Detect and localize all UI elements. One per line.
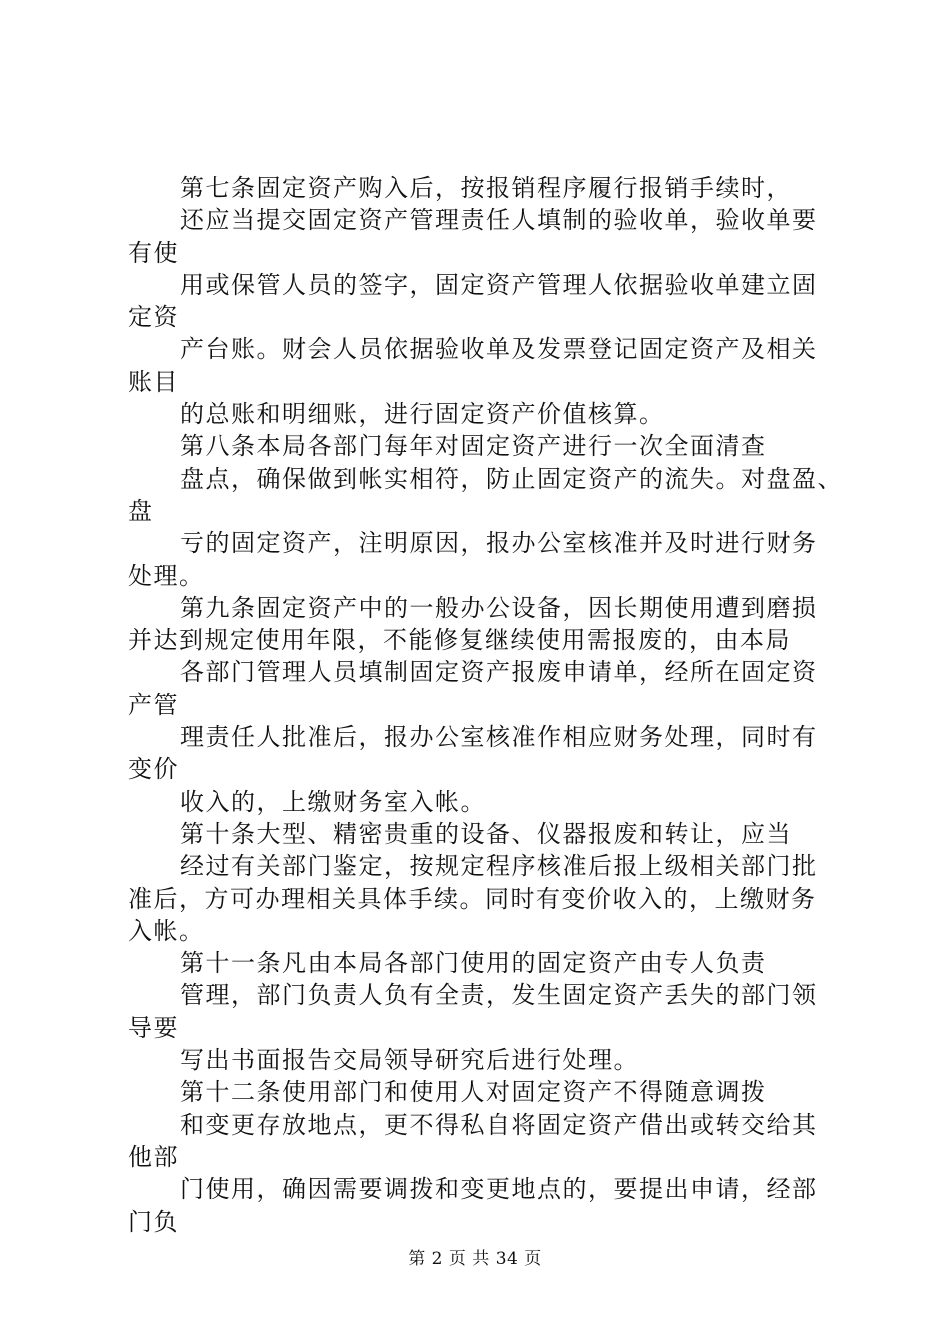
text-line: 和变更存放地点，更不得私自将固定资产借出或转交给其	[180, 1110, 818, 1139]
text-line: 盘	[128, 496, 154, 525]
text-line: 理责任人批准后，报办公室核准作相应财务处理，同时有	[180, 723, 818, 752]
text-line: 亏的固定资产，注明原因，报办公室核准并及时进行财务	[180, 529, 818, 558]
text-line: 变价	[128, 755, 179, 784]
text-line: 产管	[128, 690, 179, 719]
text-line: 各部门管理人员填制固定资产报废申请单，经所在固定资	[180, 658, 818, 687]
text-line: 经过有关部门鉴定，按规定程序核准后报上级相关部门批	[180, 852, 818, 881]
text-line: 有使	[128, 238, 179, 267]
document-body	[128, 172, 848, 1238]
text-line: 门负	[128, 1207, 179, 1236]
text-line: 准后，方可办理相关具体手续。同时有变价收入的，上缴财务	[128, 884, 817, 913]
text-line: 产台账。财会人员依据验收单及发票登记固定资产及相关	[180, 335, 818, 364]
text-line: 处理。	[128, 561, 205, 590]
text-line: 第十一条凡由本局各部门使用的固定资产由专人负责	[180, 949, 767, 978]
text-line: 的总账和明细账，进行固定资产价值核算。	[180, 400, 665, 429]
text-line: 第九条固定资产中的一般办公设备，因长期使用遭到磨损	[180, 593, 818, 622]
text-line: 第十条大型、精密贵重的设备、仪器报废和转让，应当	[180, 819, 792, 848]
text-line: 定资	[128, 303, 179, 332]
text-line: 第八条本局各部门每年对固定资产进行一次全面清查	[180, 432, 767, 461]
page-footer: 第 2 页 共 34 页	[408, 1249, 542, 1269]
text-line: 第七条固定资产购入后，按报销程序履行报销手续时，	[180, 174, 792, 202]
text-line: 第十二条使用部门和使用人对固定资产不得随意调拨	[180, 1078, 767, 1107]
text-line: 写出书面报告交局领导研究后进行处理。	[180, 1046, 639, 1075]
text-line: 收入的，上缴财务室入帐。	[180, 787, 486, 816]
text-line: 导要	[128, 1013, 179, 1042]
text-line: 管理，部门负责人负有全责，发生固定资产丢失的部门领	[180, 981, 818, 1010]
text-line: 入帐。	[128, 916, 205, 945]
text-line: 并达到规定使用年限，不能修复继续使用需报废的，由本局	[128, 626, 791, 655]
text-line: 还应当提交固定资产管理责任人填制的验收单，验收单要	[180, 206, 818, 235]
text-line: 盘点，确保做到帐实相符，防止固定资产的流失。对盘盈、	[180, 464, 843, 493]
text-line: 账目	[128, 367, 179, 396]
text-line: 门使用，确因需要调拨和变更地点的，要提出申请，经部	[180, 1175, 818, 1204]
text-line: 他部	[128, 1142, 179, 1171]
text-line: 用或保管人员的签字，固定资产管理人依据验收单建立固	[180, 270, 818, 299]
